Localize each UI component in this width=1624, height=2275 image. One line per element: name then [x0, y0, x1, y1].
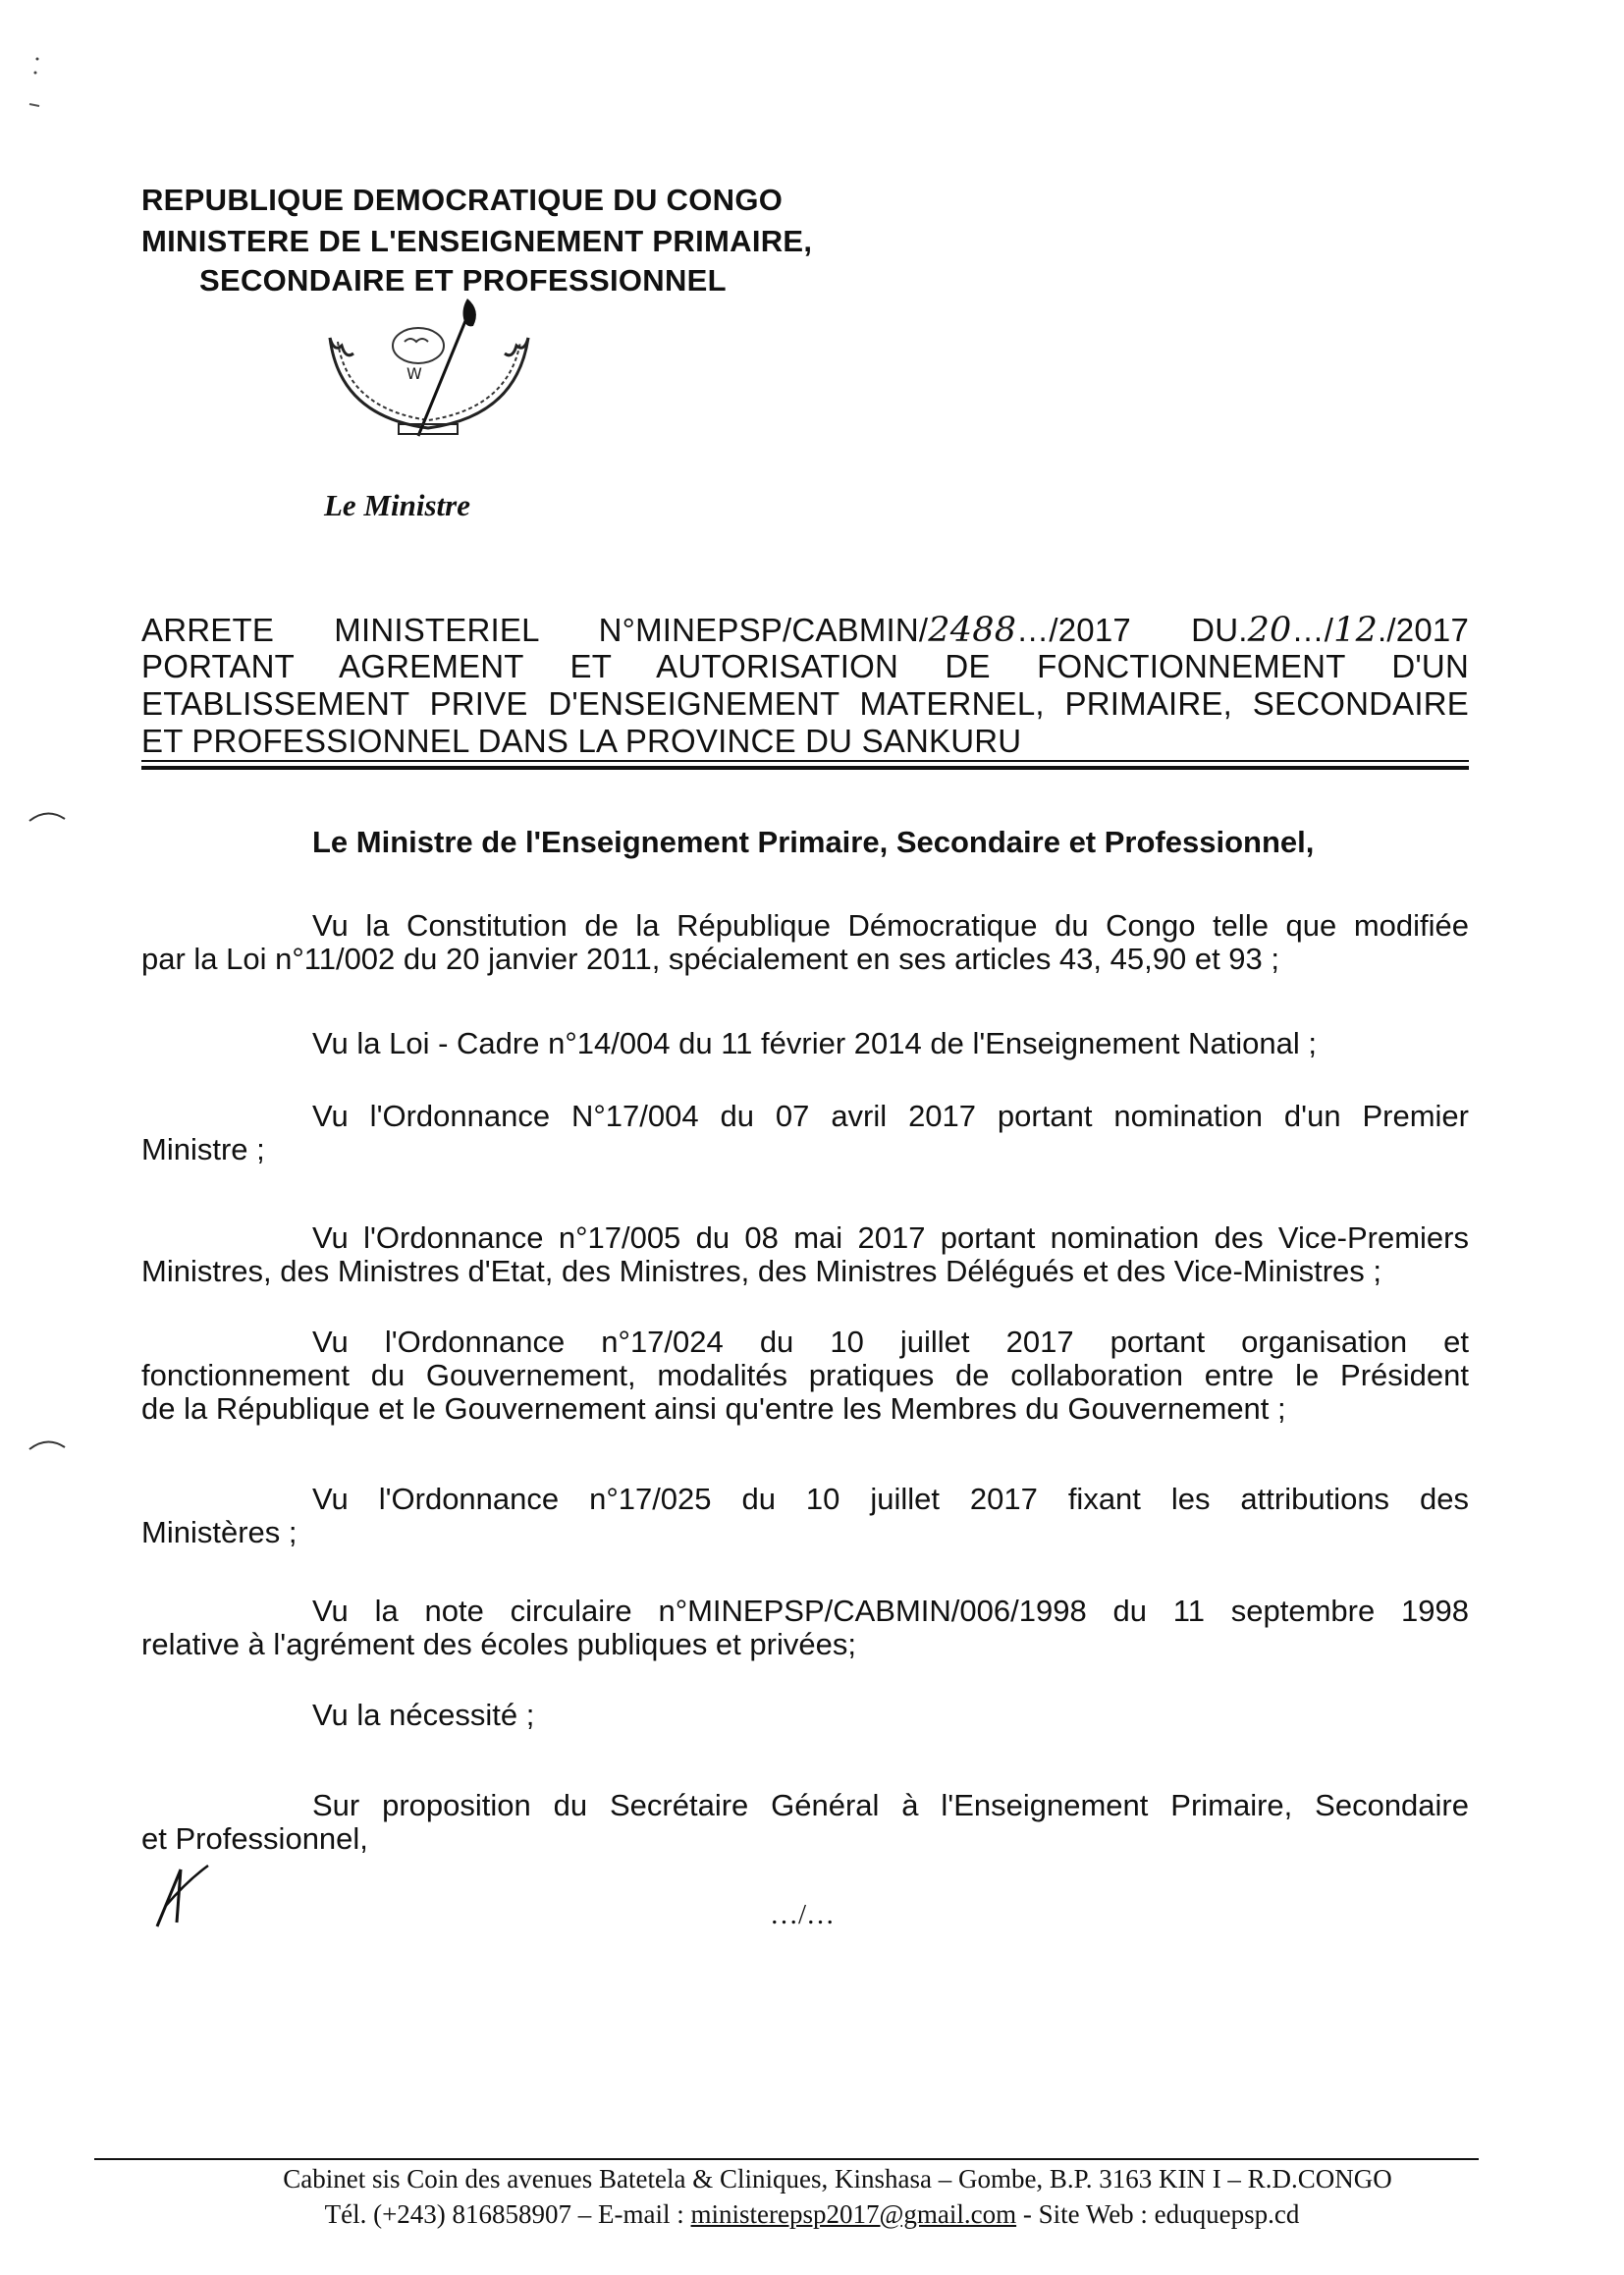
page-continuation-mark: …/…	[770, 1899, 836, 1930]
header-ministry-line1: MINISTERE DE L'ENSEIGNEMENT PRIMAIRE,	[141, 224, 813, 258]
paragraph-ordonnance-organisation: Vu l'Ordonnance n°17/024 du 10 juillet 2017 portant organisation et fonctionnement du Gouvernement, modalités pratiques de collaboration entre le Président de la République et le Gouvernement ainsi qu'entre les Membres du Gouvernement ;	[141, 1325, 1469, 1426]
paragraph-proposition: Sur proposition du Secrétaire Général à l'Enseignement Primaire, Secondaire et Professionnel,	[141, 1788, 1469, 1856]
decree-title-line3: ETABLISSEMENT PRIVE D'ENSEIGNEMENT MATERNEL, PRIMAIRE, SECONDAIRE	[141, 685, 1469, 722]
decree-title-line4: ET PROFESSIONNEL DANS LA PROVINCE DU SANKURU	[141, 723, 1022, 759]
paragraph-constitution: Vu la Constitution de la République Démocratique du Congo telle que modifiée par la Loi n°11/002 du 20 janvier 2011, spécialement en ses articles 43, 45,90 et 93 ;	[141, 908, 1469, 976]
footer-rule	[94, 2158, 1479, 2160]
paragraph-note-circulaire: Vu la note circulaire n°MINEPSP/CABMIN/006/1998 du 11 septembre 1998 relative à l'agrément des écoles publiques et privées;	[141, 1594, 1469, 1661]
minister-title: Le Ministre	[324, 488, 470, 522]
title-rule-thick	[141, 766, 1469, 770]
coat-of-arms-emblem-icon	[320, 298, 540, 446]
svg-text:W: W	[406, 364, 422, 383]
margin-mark-icon	[27, 1434, 67, 1453]
decree-title-line2: PORTANT AGREMENT ET AUTORISATION DE FONCTIONNEMENT D'UN	[141, 648, 1469, 684]
handwritten-initials-icon	[151, 1862, 212, 1930]
paragraph-loi-cadre: Vu la Loi - Cadre n°14/004 du 11 février 2014 de l'Enseignement National ;	[312, 1026, 1318, 1060]
minister-heading: Le Ministre de l'Enseignement Primaire, Secondaire et Professionnel,	[312, 825, 1315, 859]
footer-email-link[interactable]: ministerepsp2017@gmail.com	[690, 2199, 1017, 2229]
decree-title-line1: ARRETE MINISTERIEL N°MINEPSP/CABMIN/2488…/2017 DU.20…/12./2017	[141, 611, 1469, 650]
paragraph-ordonnance-attributions: Vu l'Ordonnance n°17/025 du 10 juillet 2017 fixant les attributions des Ministères ;	[141, 1482, 1469, 1549]
scan-speck-icon	[27, 49, 57, 118]
footer-contact: Tél. (+243) 816858907 – E-mail : ministerepsp2017@gmail.com - Site Web : eduquepsp.cd	[324, 2199, 1300, 2229]
header-country: REPUBLIQUE DEMOCRATIQUE DU CONGO	[141, 183, 784, 217]
title-rule	[141, 760, 1469, 762]
paragraph-ordonnance-vice-premiers: Vu l'Ordonnance n°17/005 du 08 mai 2017 portant nomination des Vice-Premiers Ministres, des Ministres d'Etat, des Ministres, des Ministres Délégués et des Vice-Ministres ;	[141, 1220, 1469, 1288]
handwritten-day: 20	[1247, 611, 1292, 650]
handwritten-month: 12	[1333, 611, 1379, 650]
handwritten-decree-number: 2488	[928, 611, 1017, 650]
paragraph-ordonnance-premier-ministre: Vu l'Ordonnance N°17/004 du 07 avril 2017 portant nomination d'un Premier Ministre ;	[141, 1099, 1469, 1166]
header-ministry-line2: SECONDAIRE ET PROFESSIONNEL	[199, 263, 727, 298]
footer-address: Cabinet sis Coin des avenues Batetela & Cliniques, Kinshasa – Gombe, B.P. 3163 KIN I – R.D.CONGO	[283, 2164, 1392, 2194]
paragraph-necessite: Vu la nécessité ;	[312, 1698, 535, 1732]
margin-mark-icon	[27, 805, 67, 825]
